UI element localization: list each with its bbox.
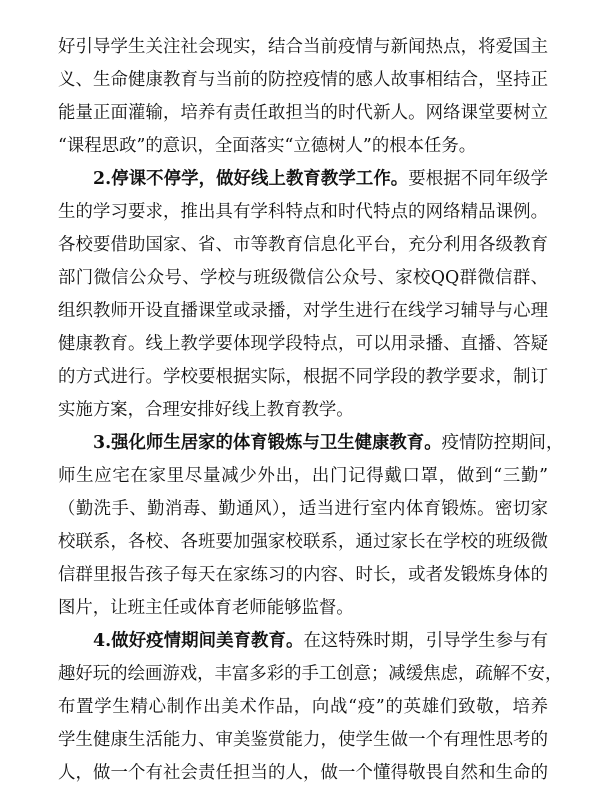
- body-line: 图片，让班主任或体育老师能够监督。: [58, 598, 354, 618]
- body-line: 人，做一个有社会责任担当的人，做一个懂得敬畏自然和生命的: [58, 763, 548, 783]
- body-line: 校联系，各校、各班要加强家校联系，通过家长在学校的班级微: [58, 532, 548, 552]
- section-2-heading-line: 2.停课不停学，做好线上教育教学工作。要根据不同年级学: [93, 169, 548, 189]
- body-line: 部门微信公众号、学校与班级微信公众号、家校QQ群微信群、: [58, 268, 548, 288]
- body-line: 布置学生精心制作出美术作品，向战“疫”的英雄们致敬，培养: [58, 697, 548, 717]
- body-line: 好引导学生关注社会现实，结合当前疫情与新闻热点，将爱国主: [58, 37, 548, 57]
- body-line: 趣好玩的绘画游戏，丰富多彩的手工创意；减缓焦虑，疏解不安，: [58, 664, 563, 684]
- body-line: 生的学习要求，推出具有学科特点和时代特点的网络精品课例。: [58, 202, 548, 222]
- body-line: 师生应宅在家里尽量减少外出，出门记得戴口罩，做到“三勤”: [58, 466, 548, 486]
- body-line: “课程思政”的意识，全面落实“立德树人”的根本任务。: [58, 136, 477, 156]
- body-line: 实施方案，合理安排好线上教育教学。: [58, 400, 354, 420]
- body-line: 信群里报告孩子每天在家练习的内容、时长，或者发锻炼身体的: [58, 565, 548, 585]
- body-line: 组织教师开设直播课堂或录播，对学生进行在线学习辅导与心理: [58, 301, 548, 321]
- body-line: 能量正面灌输，培养有责任敢担当的时代新人。网络课堂要树立: [58, 103, 548, 123]
- section-heading: 4.做好疫情期间美育教育。: [93, 631, 304, 651]
- section-4-heading-line: 4.做好疫情期间美育教育。在这特殊时期，引导学生参与有: [93, 631, 548, 651]
- body-line: 健康教育。线上教学要体现学段特点，可以用录播、直播、答疑: [58, 334, 548, 354]
- body-line: 的方式进行。学校要根据实际，根据不同学段的教学要求，制订: [58, 367, 548, 387]
- body-line: 学生健康生活能力、审美鉴赏能力，使学生做一个有理性思考的: [58, 730, 548, 750]
- body-line: 各校要借助国家、省、市等教育信息化平台，充分利用各级教育: [58, 235, 548, 255]
- section-heading: 2.停课不停学，做好线上教育教学工作。: [93, 169, 409, 189]
- body-line: （勤洗手、勤消毒、勤通风），适当进行室内体育锻炼。密切家: [58, 499, 548, 519]
- section-3-heading-line: 3.强化师生居家的体育锻炼与卫生健康教育。疫情防控期间，: [93, 433, 564, 453]
- body-line: 义、生命健康教育与当前的防控疫情的感人故事相结合，坚持正: [58, 70, 548, 90]
- section-heading: 3.强化师生居家的体育锻炼与卫生健康教育。: [93, 433, 442, 453]
